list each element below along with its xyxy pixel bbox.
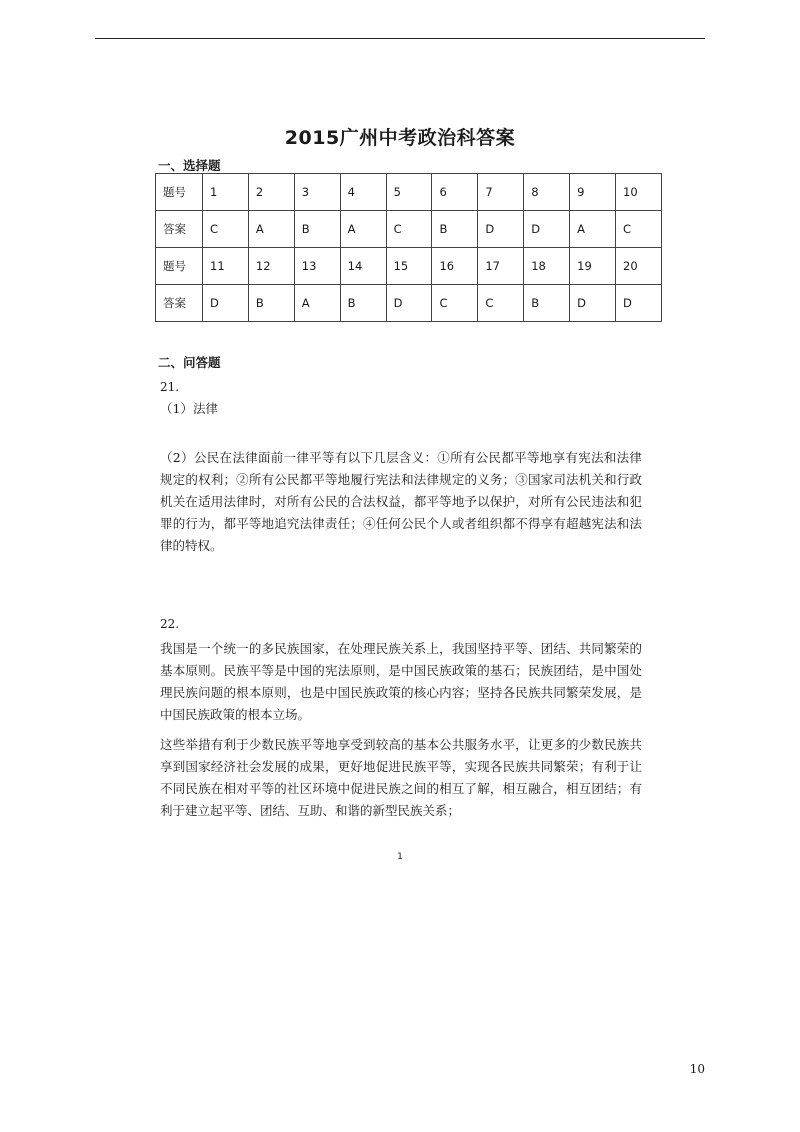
answer-table-row: [156, 211, 662, 248]
answer-table-cell: B: [340, 285, 386, 322]
answer-table-cell: 11: [203, 248, 249, 285]
answer-table-cell: B: [248, 285, 294, 322]
answer-table-cell: 12: [248, 248, 294, 285]
answer-table-cell: 4: [340, 174, 386, 211]
answer-table-row: [156, 174, 662, 211]
question-21-number: 21.: [160, 380, 180, 394]
answer-table-cell: 15: [386, 248, 432, 285]
answer-table-cell: 3: [294, 174, 340, 211]
answer-table: [155, 173, 662, 322]
answer-table-cell: 17: [478, 248, 524, 285]
answer-table-cell: C: [203, 211, 249, 248]
answer-table-cell: B: [432, 211, 478, 248]
answer-table-cell: A: [294, 285, 340, 322]
answer-table-cell: D: [570, 285, 616, 322]
answer-table-cell: A: [248, 211, 294, 248]
question-21-part-2: （2）公民在法律面前一律平等有以下几层含义：①所有公民都平等地享有宪法和法律规定的权利；②所有公民都平等地履行宪法和法律规定的义务；③国家司法机关和行政机关在适用法律时，对所有公民的合法权益，都平等地予以保护，对所有公民违法和犯罪的行为，都平等地追究法律责任；④任何公民个人或者组织都不得享有超越宪法和法律的特权。: [160, 450, 642, 553]
page-number-center: 1: [397, 852, 403, 862]
answer-table-cell: 6: [432, 174, 478, 211]
answer-table-row: [156, 285, 662, 322]
answer-table-cell: 7: [478, 174, 524, 211]
answer-table-cell: 9: [570, 174, 616, 211]
answer-table-cell: 19: [570, 248, 616, 285]
answer-table-cell: D: [386, 285, 432, 322]
document-title: 2015广州中考政治科答案: [284, 127, 516, 149]
answer-table-cell: 16: [432, 248, 478, 285]
section-heading-multiple-choice: 一、选择题: [158, 158, 221, 173]
answer-table-row: [156, 248, 662, 285]
section-heading-short-answer: 二、问答题: [158, 355, 221, 370]
answer-table-cell: 10: [616, 174, 662, 211]
question-21-part-1: （1）法律: [160, 401, 218, 416]
question-22-paragraph-1: 我国是一个统一的多民族国家，在处理民族关系上，我国坚持平等、团结、共同繁荣的基本原则。民族平等是中国的宪法原则，是中国民族政策的基石；民族团结，是中国处理民族问题的根本原则，也是中国民族政策的核心内容；坚持各民族共同繁荣发展，是中国民族政策的根本立场。: [160, 641, 642, 722]
answer-table-cell: C: [478, 285, 524, 322]
answer-table-cell: A: [570, 211, 616, 248]
answer-table-cell: 5: [386, 174, 432, 211]
page-number-corner: 10: [689, 1062, 705, 1076]
answer-table-row-label: 答案: [156, 285, 203, 322]
answer-table-cell: 8: [524, 174, 570, 211]
answer-table-cell: D: [524, 211, 570, 248]
answer-table-cell: D: [478, 211, 524, 248]
answer-table-cell: 14: [340, 248, 386, 285]
answer-table-cell: B: [294, 211, 340, 248]
answer-table-cell: 18: [524, 248, 570, 285]
answer-table-cell: C: [386, 211, 432, 248]
answer-table-cell: 1: [203, 174, 249, 211]
answer-table-cell: D: [616, 285, 662, 322]
question-22-number: 22.: [160, 617, 180, 631]
answer-table-cell: D: [203, 285, 249, 322]
answer-table-cell: A: [340, 211, 386, 248]
answer-table-row-label: 题号: [156, 174, 203, 211]
answer-table-cell: C: [616, 211, 662, 248]
answer-table-cell: 2: [248, 174, 294, 211]
answer-table-cell: B: [524, 285, 570, 322]
answer-table-row-label: 题号: [156, 248, 203, 285]
answer-table-cell: C: [432, 285, 478, 322]
answer-table-row-label: 答案: [156, 211, 203, 248]
question-22-paragraph-2: 这些举措有利于少数民族平等地享受到较高的基本公共服务水平，让更多的少数民族共享到国家经济社会发展的成果，更好地促进民族平等，实现各民族共同繁荣；有利于让不同民族在相对平等的社区环境中促进民族之间的相互了解，相互融合，相互团结；有利于建立起平等、团结、互助、和谐的新型民族关系；: [160, 737, 642, 818]
header-rule: [95, 38, 705, 39]
answer-table-cell: 20: [616, 248, 662, 285]
answer-table-cell: 13: [294, 248, 340, 285]
